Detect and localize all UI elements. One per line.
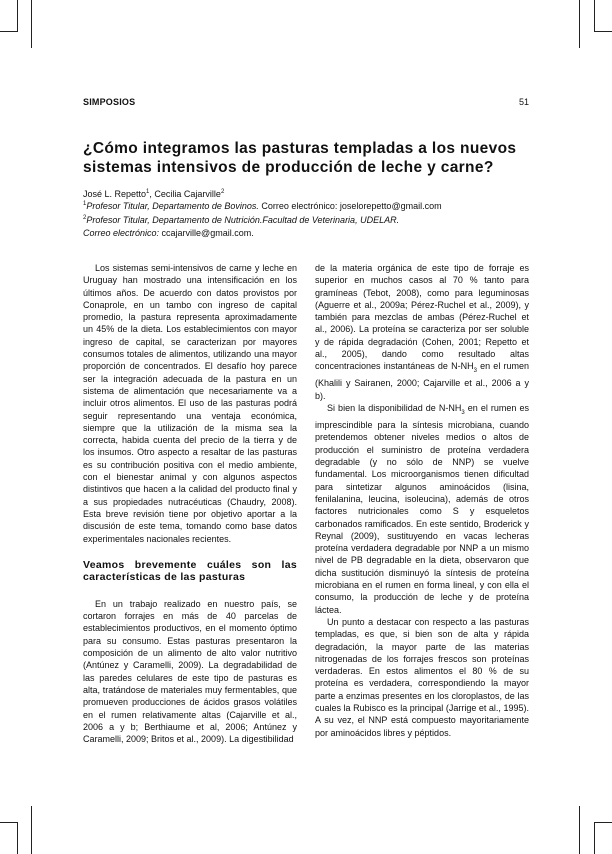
page-number: 51 xyxy=(519,97,530,107)
author-separator: , xyxy=(149,189,155,199)
subscript: 3 xyxy=(473,368,477,375)
affiliations xyxy=(83,198,523,239)
subscript: 3 xyxy=(461,409,465,416)
crop-mark xyxy=(31,0,32,48)
section-label: SIMPOSIOS xyxy=(83,97,136,107)
crop-mark xyxy=(17,0,18,32)
paragraph-text: de la materia orgánica de este tipo de forraje es superior en muchos casos al 70 % tanto para gramíneas (Tebot, 2008), como para leguminosas (Aguerre et al., 2009a; Pérez-Ruchel et al., 2009), y también para mezclas de ambas (Pérez-Ruchel et al., 2006). La proteína se caracteriza por ser soluble y de rápida degradación (Cohen, 2001; Repetto et al., 2005), dando como resultado altas concentraciones instantáneas de N-NH xyxy=(315,263,529,372)
email-label: Correo electrónico: xyxy=(258,201,340,211)
affiliation-superscript: 1 xyxy=(83,201,87,207)
paragraph: Un punto a destacar con respecto a las pasturas templadas, es que, si bien son de alta y rápida degradación, la mayor parte de las materias nitrogenadas de los forrajes frescos son proteínas verdaderas. En estos alimentos el 80 % de su proteína es verdadera, correspondiendo la mayor parte a enzimas presentes en los cloroplastos, de las cuales la Rubisco es la principal (Jarrige et al., 1995). A su vez, el NNP está compuesto mayoritariamente por aminoácidos libres y péptidos. xyxy=(315,616,529,738)
crop-mark xyxy=(0,822,18,823)
article-title: ¿Cómo integramos las pasturas templadas a los nuevos sistemas intensivos de producción de leche y carne? xyxy=(83,140,517,176)
email-address: joselorepetto@gmail.com xyxy=(339,201,442,211)
paragraph-text: en el rumen es imprescindible para la síntesis microbiana, cuando pretendemos obtener niveles medios o altos de producción el suministro de proteína verdadera degradable (y no sólo de NNP) se vuelve fundamental. Los microorganismos tienen dificultad para sintetizar algunos aminoácidos (lisina, fenilalanina, leucina, isoleucina), además de otros factores nutricionales como S y esqueletos carbonados ramificados. En este sentido, Broderick y Reynal (2009), sustituyendo en vacas lecheras proteína verdadera degradable por NNP a un mismo nivel de PB degradable en la dieta, observaron que dicha sustitución disminuyó la síntesis de proteína microbiana en el rumen en forma lineal, y con ella el consumo, la producción de leche y de proteína láctea. xyxy=(315,403,529,615)
author-superscript: 2 xyxy=(220,189,225,195)
crop-mark xyxy=(31,806,32,854)
author-name: José L. Repetto xyxy=(83,189,147,199)
author-name: Cecilia Cajarville xyxy=(154,189,221,199)
affiliation-line xyxy=(83,212,523,226)
affiliation-line xyxy=(83,227,523,239)
paragraph-continued xyxy=(315,262,529,402)
affiliation-line xyxy=(83,198,523,212)
crop-mark xyxy=(579,0,580,48)
crop-mark xyxy=(594,0,595,32)
affiliation-text: Profesor Titular, Departamento de Bovinos. xyxy=(86,201,259,211)
paragraph xyxy=(83,598,297,746)
paragraph-text: en el rumen (Khalili y Sairanen, 2000; Cajarville et al., 2006 a y b). xyxy=(315,361,529,401)
affiliation-text: Profesor Titular, Departamento de Nutrición.Facultad de Veterinaria, UDELAR. xyxy=(86,215,400,226)
paragraph: Los sistemas semi-intensivos de carne y leche en Uruguay han mostrado una intensificación en los últimos años. De acuerdo con datos provistos por Conaprole, en un tambo con ingreso de capital promedio, la pastura representa aproximadamente un 45% de la dieta. Los establecimientos con mayor ingreso de capital, se caracterizan por mayores consumos totales de alimentos, utilizando una mayor proporción de concentrados. El desafío hoy parece ser la integración adecuada de la pastura en un sistema de alimentación que necesariamente va a incluir otros alimentos. El uso de las pasturas podrá seguir representando una ventaja económica, siempre que la utilización de la misma sea la correcta, habida cuenta del precio de la tierra y de los insumos. Otro aspecto a resaltar de las pasturas es su contribución positiva con el medio ambiente, con el bienestar animal y con algunos aspectos distintivos que hacen a la calidad del producto final y a sus propiedades nutracéuticas (Chaudry, 2008). Esta breve revisión tiene por objetivo aportar a la discusión de este tema, tomando como base datos experimentales nacionales recientes. xyxy=(83,263,297,544)
email-label: Correo electrónico: xyxy=(83,227,160,238)
crop-mark xyxy=(594,822,595,854)
crop-mark xyxy=(0,31,18,32)
paragraph xyxy=(315,402,529,616)
paragraph-text: En un trabajo realizado en nuestro país, se cortaron forrajes en más de 40 parcelas de establecimientos productivos, en el momento óptimo para su consumo. Estas pasturas presentaron la composición de un alimento de alto valor nutritivo (Antúnez y Caramelli, 2009). La degradabilidad de las paredes celulares de este tipo de pasturas es alta, tratándose de materiales muy fermentables, que promueven producciones de ácidos grasos volátiles en el rumen relativamente altas (Cajarville et al., 2006 a y b; Berthiaume et al, 2006; Antúnez y Caramelli, 2009; Britos et al., 2009). La digestibilidad xyxy=(83,598,297,745)
affiliation-superscript: 2 xyxy=(83,215,87,222)
crop-mark xyxy=(17,822,18,854)
crop-mark xyxy=(594,822,612,823)
author-superscript: 1 xyxy=(146,189,150,195)
text-column-right xyxy=(315,262,529,739)
crop-mark xyxy=(579,806,580,854)
text-column-left xyxy=(83,262,297,745)
section-heading: Veamos brevemente cuáles son las características de las pasturas xyxy=(83,558,297,584)
paragraph-text: Si bien la disponibilidad de N-NH xyxy=(327,403,462,414)
crop-mark xyxy=(594,31,612,32)
email-address: ccajarville@gmail.com. xyxy=(159,227,254,238)
